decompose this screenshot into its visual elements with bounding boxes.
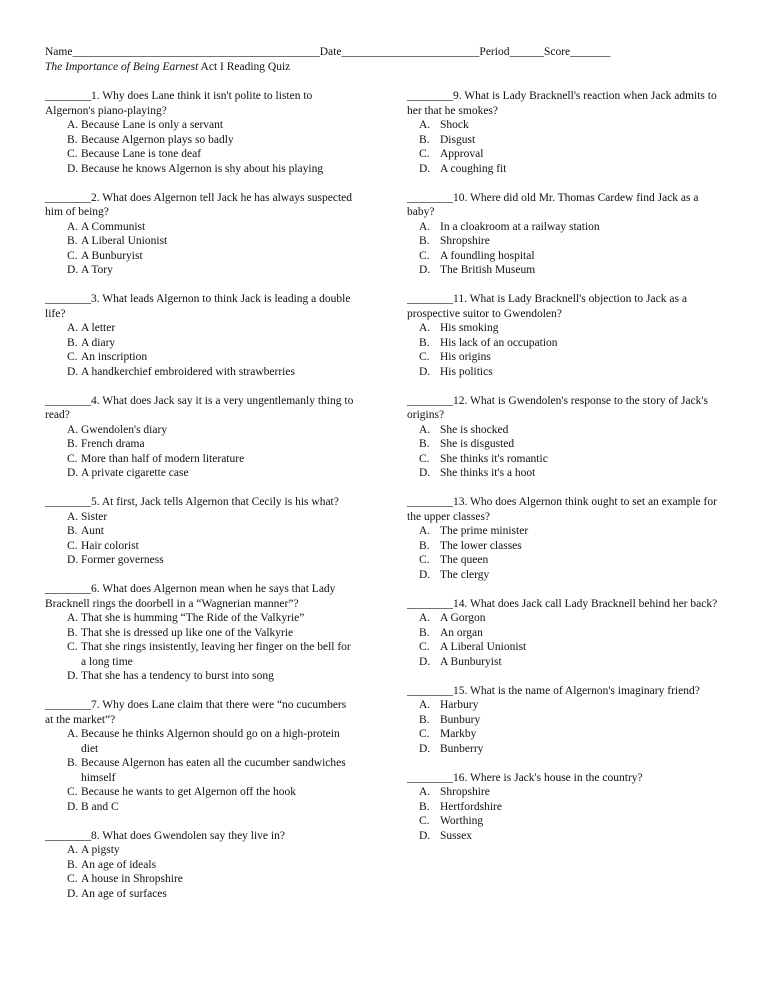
option-letter: D. bbox=[67, 264, 79, 276]
option-letter: B. bbox=[419, 438, 430, 450]
option-text: Because Algernon plays so badly bbox=[81, 133, 234, 146]
question-stem: ________14. What does Jack call Lady Bracknell behind her back? bbox=[407, 597, 718, 610]
option-text: His smoking bbox=[440, 322, 499, 334]
answer-option bbox=[45, 365, 357, 380]
question-stem: ________12. What is Gwendolen's response to the story of Jack's origins? bbox=[407, 394, 708, 421]
answer-option bbox=[45, 887, 357, 902]
option-letter: D. bbox=[419, 829, 431, 842]
option-text: In a cloakroom at a railway station bbox=[440, 220, 600, 233]
answer-option bbox=[45, 437, 357, 452]
answer-option bbox=[45, 118, 357, 133]
option-letter: B. bbox=[419, 713, 430, 726]
quiz-question bbox=[407, 394, 722, 481]
option-text: A diary bbox=[81, 336, 116, 349]
option-letter: A. bbox=[419, 322, 431, 334]
option-letter: D. bbox=[67, 554, 79, 566]
option-text: A Liberal Unionist bbox=[440, 641, 527, 653]
question-stem: ________3. What leads Algernon to think Jack is leading a double life? bbox=[45, 293, 351, 320]
answer-option bbox=[45, 872, 357, 887]
question-stem: ________13. Who does Algernon think ought to set an example for the upper classes? bbox=[407, 496, 717, 523]
option-text: A letter bbox=[81, 322, 116, 334]
option-letter: A. bbox=[419, 423, 431, 436]
answer-option bbox=[45, 785, 357, 800]
option-letter: D. bbox=[67, 162, 79, 175]
quiz-question bbox=[407, 191, 722, 278]
answer-option bbox=[45, 249, 357, 264]
option-text: A pigsty bbox=[81, 844, 120, 856]
option-letter: B. bbox=[67, 336, 78, 349]
option-text: Shropshire bbox=[440, 786, 490, 798]
answer-option bbox=[45, 727, 357, 756]
option-letter: D. bbox=[419, 264, 431, 276]
option-text: The lower classes bbox=[440, 539, 522, 552]
answer-option bbox=[45, 263, 357, 278]
answer-option bbox=[45, 524, 357, 539]
answer-option bbox=[45, 510, 357, 525]
left-question-column bbox=[45, 89, 357, 916]
answer-option bbox=[45, 539, 357, 554]
option-text: Sister bbox=[81, 510, 108, 523]
option-text: Aunt bbox=[81, 525, 104, 537]
answer-option bbox=[45, 162, 357, 177]
answer-option bbox=[407, 466, 722, 481]
answer-option bbox=[407, 626, 722, 641]
answer-option bbox=[407, 162, 722, 177]
option-letter: C. bbox=[67, 351, 78, 363]
answer-option bbox=[407, 220, 722, 235]
option-letter: A. bbox=[419, 119, 431, 131]
quiz-question bbox=[45, 394, 357, 481]
quiz-question bbox=[407, 292, 722, 379]
quiz-question bbox=[407, 771, 722, 844]
option-letter: C. bbox=[419, 815, 430, 827]
option-text: Because Algernon has eaten all the cucumber sandwiches himself bbox=[81, 757, 346, 784]
option-letter: D. bbox=[419, 742, 431, 755]
quiz-question bbox=[45, 191, 357, 278]
option-text: Bunberry bbox=[440, 742, 484, 755]
option-letter: B. bbox=[67, 235, 78, 247]
answer-option bbox=[45, 336, 357, 351]
option-letter: D. bbox=[67, 887, 79, 900]
question-stem: ________7. Why does Lane claim that there were “no cucumbers at the market”? bbox=[45, 699, 347, 726]
answer-option bbox=[407, 263, 722, 278]
option-letter: B. bbox=[67, 626, 78, 639]
answer-option bbox=[407, 234, 722, 249]
option-letter: A. bbox=[67, 844, 79, 856]
option-text: His politics bbox=[440, 365, 493, 378]
option-letter: D. bbox=[67, 467, 79, 479]
answer-option bbox=[45, 640, 357, 669]
option-text: More than half of modern literature bbox=[81, 452, 245, 465]
option-text: She thinks it's a hoot bbox=[440, 467, 536, 479]
option-letter: C. bbox=[419, 554, 430, 566]
answer-option bbox=[407, 742, 722, 757]
option-text: An organ bbox=[440, 626, 483, 639]
option-letter: C. bbox=[67, 786, 78, 798]
answer-option bbox=[45, 220, 357, 235]
option-letter: C. bbox=[419, 148, 430, 160]
answer-option bbox=[45, 553, 357, 568]
question-stem: ________10. Where did old Mr. Thomas Cardew find Jack as a baby? bbox=[407, 191, 699, 218]
option-text: Because Lane is only a servant bbox=[81, 119, 224, 131]
option-text: A coughing fit bbox=[440, 162, 507, 175]
option-letter: C. bbox=[419, 351, 430, 363]
option-letter: A. bbox=[419, 220, 431, 233]
option-text: Because he wants to get Algernon off the hook bbox=[81, 786, 297, 798]
answer-option bbox=[407, 423, 722, 438]
option-text: The British Museum bbox=[440, 264, 536, 276]
option-letter: D. bbox=[419, 655, 431, 668]
option-text: Worthing bbox=[440, 815, 484, 827]
option-letter: B. bbox=[419, 539, 430, 552]
answer-option bbox=[45, 669, 357, 684]
option-letter: A. bbox=[67, 220, 79, 233]
option-text: Approval bbox=[440, 148, 484, 160]
option-text: An age of surfaces bbox=[81, 887, 167, 900]
question-stem: ________9. What is Lady Bracknell's reaction when Jack admits to her that he smokes? bbox=[407, 90, 717, 117]
option-text: A house in Shropshire bbox=[81, 873, 183, 885]
answer-option bbox=[45, 452, 357, 467]
quiz-question bbox=[407, 89, 722, 176]
option-letter: B. bbox=[67, 858, 78, 871]
answer-option bbox=[407, 133, 722, 148]
option-letter: B. bbox=[419, 133, 430, 146]
quiz-subtitle: Act I Reading Quiz bbox=[198, 60, 291, 73]
option-letter: D. bbox=[67, 800, 79, 813]
option-letter: D. bbox=[419, 365, 431, 378]
name-date-period-score-line: Name___________________________________________Date________________________Period______Score_______ bbox=[45, 46, 611, 58]
option-letter: D. bbox=[67, 365, 79, 378]
option-letter: C. bbox=[67, 641, 78, 653]
question-stem: ________16. Where is Jack's house in the country? bbox=[407, 771, 643, 784]
question-stem: ________11. What is Lady Bracknell's objection to Jack as a prospective suitor to Gwendolen? bbox=[407, 293, 687, 320]
option-letter: B. bbox=[67, 757, 78, 769]
option-text: Because he thinks Algernon should go on a high-protein diet bbox=[81, 728, 340, 755]
option-letter: A. bbox=[67, 423, 79, 436]
answer-option bbox=[407, 611, 722, 626]
option-letter: A. bbox=[67, 612, 79, 624]
quiz-question bbox=[45, 582, 357, 684]
answer-option bbox=[407, 553, 722, 568]
answer-option bbox=[45, 423, 357, 438]
answer-option bbox=[45, 321, 357, 336]
answer-option bbox=[407, 785, 722, 800]
option-text: An inscription bbox=[81, 351, 148, 363]
option-letter: C. bbox=[419, 452, 430, 465]
answer-option bbox=[45, 626, 357, 641]
option-text: She is disgusted bbox=[440, 438, 515, 450]
option-letter: A. bbox=[419, 612, 431, 624]
answer-option bbox=[45, 133, 357, 148]
option-text: An age of ideals bbox=[81, 858, 157, 871]
option-letter: B. bbox=[419, 800, 430, 813]
quiz-question bbox=[45, 829, 357, 902]
option-text: The prime minister bbox=[440, 525, 529, 537]
option-text: A Gorgon bbox=[440, 612, 486, 624]
answer-option bbox=[407, 698, 722, 713]
question-stem: ________15. What is the name of Algernon's imaginary friend? bbox=[407, 684, 700, 697]
quiz-question bbox=[45, 292, 357, 379]
option-letter: B. bbox=[67, 133, 78, 146]
right-question-column bbox=[407, 89, 722, 858]
option-text: French drama bbox=[81, 438, 145, 450]
answer-option bbox=[45, 843, 357, 858]
option-letter: A. bbox=[67, 119, 79, 131]
answer-option bbox=[45, 350, 357, 365]
option-text: A Bunburyist bbox=[81, 249, 143, 262]
quiz-header bbox=[45, 45, 735, 74]
option-letter: D. bbox=[419, 467, 431, 479]
option-text: Shock bbox=[440, 119, 469, 131]
option-text: Hair colorist bbox=[81, 539, 139, 552]
option-letter: C. bbox=[419, 249, 430, 262]
answer-option bbox=[407, 814, 722, 829]
quiz-question bbox=[407, 684, 722, 757]
answer-option bbox=[407, 147, 722, 162]
quiz-question bbox=[45, 495, 357, 568]
option-letter: D. bbox=[419, 568, 431, 581]
option-letter: A. bbox=[67, 728, 79, 740]
option-text: Shropshire bbox=[440, 235, 490, 247]
option-text: A Communist bbox=[81, 220, 146, 233]
option-letter: C. bbox=[67, 452, 78, 465]
option-text: Because Lane is tone deaf bbox=[81, 148, 202, 160]
option-text: A private cigarette case bbox=[81, 467, 189, 479]
option-letter: C. bbox=[67, 873, 78, 885]
question-stem: ________6. What does Algernon mean when he says that Lady Bracknell rings the doorbell in a “Wagnerian manner”? bbox=[45, 583, 336, 610]
option-letter: C. bbox=[419, 728, 430, 740]
answer-option bbox=[407, 321, 722, 336]
option-text: A handkerchief embroidered with strawberries bbox=[81, 365, 295, 378]
play-title: The Importance of Being Earnest bbox=[45, 60, 199, 73]
option-letter: C. bbox=[67, 249, 78, 262]
option-text: A foundling hospital bbox=[440, 249, 535, 262]
answer-option bbox=[45, 234, 357, 249]
option-text: Former governess bbox=[81, 554, 164, 566]
option-letter: D. bbox=[67, 670, 79, 682]
option-text: Hertfordshire bbox=[440, 800, 502, 813]
option-letter: A. bbox=[419, 786, 431, 798]
option-text: Because he knows Algernon is shy about his playing bbox=[81, 162, 324, 175]
answer-option bbox=[407, 539, 722, 554]
answer-option bbox=[407, 350, 722, 365]
option-text: The queen bbox=[440, 554, 489, 566]
answer-option bbox=[407, 452, 722, 467]
option-text: That she has a tendency to burst into song bbox=[81, 670, 274, 682]
answer-option bbox=[407, 118, 722, 133]
option-text: A Bunburyist bbox=[440, 655, 502, 668]
option-letter: B. bbox=[419, 626, 430, 639]
answer-option bbox=[407, 727, 722, 742]
option-letter: B. bbox=[67, 438, 78, 450]
question-stem: ________2. What does Algernon tell Jack he has always suspected him of being? bbox=[45, 191, 353, 218]
option-text: Markby bbox=[440, 728, 477, 740]
answer-option bbox=[45, 147, 357, 162]
answer-option bbox=[45, 611, 357, 626]
option-text: She is shocked bbox=[440, 423, 509, 436]
answer-option bbox=[45, 858, 357, 873]
answer-option bbox=[407, 249, 722, 264]
option-letter: B. bbox=[67, 525, 78, 537]
answer-option bbox=[407, 365, 722, 380]
answer-option bbox=[45, 800, 357, 815]
option-letter: C. bbox=[67, 148, 78, 160]
option-letter: D. bbox=[419, 162, 431, 175]
option-text: That she is humming “The Ride of the Valkyrie” bbox=[81, 612, 305, 624]
answer-option bbox=[45, 756, 357, 785]
option-letter: A. bbox=[419, 525, 431, 537]
option-letter: B. bbox=[419, 235, 430, 247]
answer-option bbox=[45, 466, 357, 481]
answer-option bbox=[407, 437, 722, 452]
option-letter: B. bbox=[419, 336, 430, 349]
option-letter: A. bbox=[67, 510, 79, 523]
answer-option bbox=[407, 336, 722, 351]
question-stem: ________5. At first, Jack tells Algernon that Cecily is his what? bbox=[45, 496, 339, 508]
option-text: The clergy bbox=[440, 568, 490, 581]
option-text: Bunbury bbox=[440, 713, 481, 726]
option-text: His lack of an occupation bbox=[440, 336, 558, 349]
question-stem: ________4. What does Jack say it is a very ungentlemanly thing to read? bbox=[45, 394, 354, 421]
answer-option bbox=[407, 713, 722, 728]
quiz-title bbox=[45, 60, 735, 75]
option-text: Gwendolen's diary bbox=[81, 423, 168, 436]
option-letter: C. bbox=[419, 641, 430, 653]
answer-option bbox=[407, 568, 722, 583]
quiz-question bbox=[407, 495, 722, 582]
option-text: She thinks it's romantic bbox=[440, 452, 548, 465]
option-letter: A. bbox=[419, 699, 431, 711]
option-text: Harbury bbox=[440, 699, 479, 711]
quiz-question bbox=[45, 89, 357, 176]
answer-option bbox=[407, 829, 722, 844]
quiz-question bbox=[45, 698, 357, 814]
answer-option bbox=[407, 800, 722, 815]
option-letter: A. bbox=[67, 322, 79, 334]
question-stem: ________1. Why does Lane think it isn't polite to listen to Algernon's piano-playing? bbox=[45, 90, 313, 117]
answer-option bbox=[407, 655, 722, 670]
option-text: Disgust bbox=[440, 133, 476, 146]
option-text: That she is dressed up like one of the Valkyrie bbox=[81, 626, 294, 639]
option-text: Sussex bbox=[440, 829, 472, 842]
option-text: A Tory bbox=[81, 264, 113, 276]
option-text: His origins bbox=[440, 351, 491, 363]
option-text: A Liberal Unionist bbox=[81, 235, 168, 247]
option-text: That she rings insistently, leaving her finger on the bell for a long time bbox=[81, 641, 351, 668]
option-letter: C. bbox=[67, 539, 78, 552]
answer-option bbox=[407, 640, 722, 655]
option-text: B and C bbox=[81, 800, 119, 813]
answer-option bbox=[407, 524, 722, 539]
question-stem: ________8. What does Gwendolen say they live in? bbox=[45, 829, 285, 842]
quiz-question bbox=[407, 597, 722, 670]
